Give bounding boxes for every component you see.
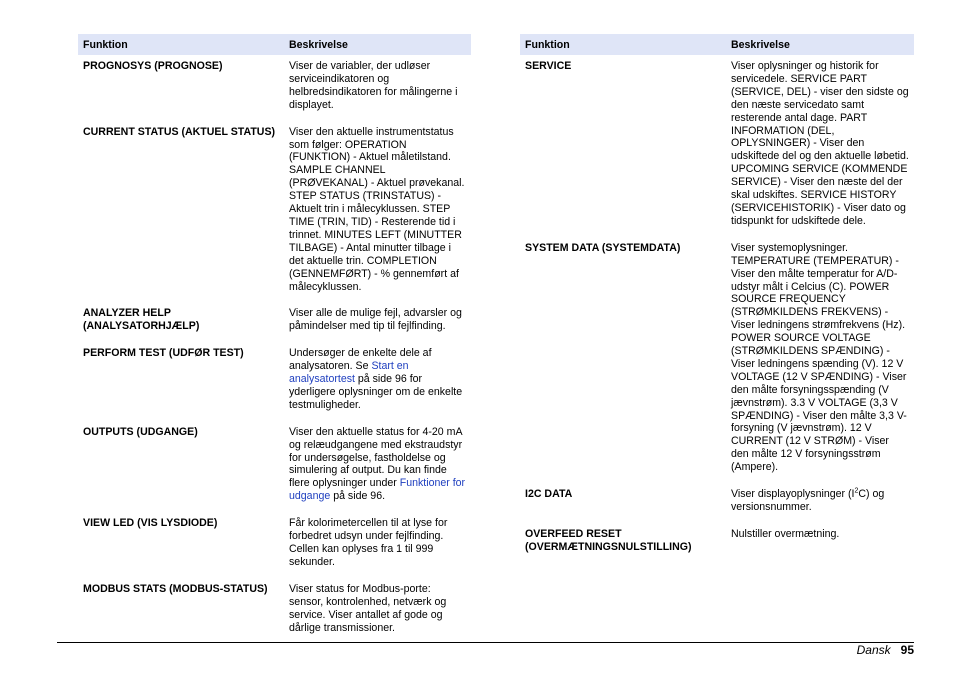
left-function-table (78, 34, 471, 643)
output-functions-link[interactable]: Funktioner for udgange (289, 477, 466, 503)
table-row (520, 55, 914, 237)
superscript: 2 (854, 487, 859, 495)
description-text: C) og versionsnummer. (731, 488, 885, 513)
function-description: Viser den aktuelle instrumentstatus som følger: OPERATION (FUNKTION) - Aktuel måletilstand. SAMPLE CHANNEL (PRØVEKANAL) - Aktuel prøvekanal. STEP STATUS (TRINSTATUS) - Aktuelt trin i målecyklussen. STEP TIME (TRIN, TID) - Resterende tid i trinnet. MINUTES LEFT (MINUTTER TILBAGE) - Antal minutter tilbage i det aktuelle trin. COMPLETION (GENNEMFØRT) - % gennemført af målecyklussen. (289, 125, 465, 293)
table-row (78, 302, 471, 342)
table-row (78, 121, 471, 303)
page-footer (857, 643, 914, 657)
function-description: Viser de variabler, der udløser serviceindikatoren og helbredsindikatoren for målingerne i displayet. (289, 60, 458, 111)
function-name: PROGNOSYS (PROGNOSE) (83, 60, 223, 72)
function-description (284, 342, 471, 421)
footer-divider (57, 642, 914, 643)
column-header-description: Beskrivelse (284, 34, 471, 55)
function-name: ANALYZER HELP (ANALYSATORHJÆLP) (83, 307, 200, 333)
function-name: OVERFEED RESET (OVERMÆTNINGSNULSTILLING) (525, 527, 692, 553)
column-header-function: Funktion (520, 34, 726, 55)
table-row (520, 237, 914, 483)
start-analyzer-test-link[interactable]: Start en analysatortest (289, 360, 409, 386)
function-name: PERFORM TEST (UDFØR TEST) (83, 347, 244, 360)
function-name: OUTPUTS (UDGANGE) (83, 425, 198, 438)
table-row (78, 421, 471, 512)
function-name: I2C DATA (525, 488, 573, 501)
column-header-description: Beskrivelse (726, 34, 914, 55)
function-description: Nulstiller overmætning. (731, 527, 840, 540)
function-description (726, 483, 914, 523)
function-description: Viser status for Modbus-porte: sensor, kontrolenhed, netværk og service. Viser antallet af gode og dårlige transmissioner. (289, 582, 447, 634)
right-function-table (520, 34, 914, 563)
description-text: på side 96 for yderligere oplysninger om de enkelte testmuligheder. (289, 373, 463, 411)
function-name: SYSTEM DATA (SYSTEMDATA) (525, 241, 681, 254)
function-name: VIEW LED (VIS LYSDIODE) (83, 517, 218, 530)
function-description: Viser oplysninger og historik for servicedele. SERVICE PART (SERVICE, DEL) - viser den sidste og den næste servicedato samt resterende antal dage. PART INFORMATION (DEL, OPLYSNINGER) - Viser den udskiftede del og den aktuelle løbetid. UPCOMING SERVICE (KOMMENDE SERVICE) - Viser den næste del der skal udskiftes. SERVICE HISTORY (SERVICEHISTORIK) - Viser dato og tidspunkt for udskiftede dele. (731, 60, 909, 227)
function-name: CURRENT STATUS (AKTUEL STATUS) (83, 125, 276, 138)
description-text: Undersøger de enkelte dele af analysatoren. Se (289, 347, 432, 373)
description-text: Viser displayoplysninger (I (731, 488, 855, 501)
column-header-function: Funktion (78, 34, 284, 55)
table-row (520, 483, 914, 523)
page-number: 95 (900, 643, 914, 657)
function-name: SERVICE (525, 60, 572, 72)
function-description: Får kolorimetercellen til at lyse for forbedret udsyn under fejlfinding. Cellen kan oplyses fra 1 til 999 sekunder. (289, 517, 448, 568)
table-row (78, 578, 471, 644)
function-description (284, 421, 471, 512)
table-header-row (78, 34, 471, 55)
function-description: Viser systemoplysninger. TEMPERATURE (TEMPERATUR) - Viser den målte temperatur for A/D-udstyr målt i Celcius (C). POWER SOURCE FREQUENCY (STRØMKILDENS FREKVENS) - Viser ledningens strømfrekvens (Hz). POWER SOURCE VOLTAGE (STRØMKILDENS SPÆNDING) - Viser ledningens spænding (V). 12 V VOLTAGE (12 V SPÆNDING) - Viser den målte forsyningsspænding (V jævnstrøm). 3.3 V VOLTAGE (3,3 V SPÆNDING) - Viser den målte 3,3 V-forsyning (V jævnstrøm). 12 V CURRENT (12 V STRØM) - Viser den målte 12 V forsyningsstrøm (Ampere). (731, 241, 907, 474)
table-row (78, 55, 471, 121)
function-name: MODBUS STATS (MODBUS-STATUS) (83, 582, 268, 595)
table-row (78, 342, 471, 421)
table-header-row (520, 34, 914, 55)
function-description: Viser alle de mulige fejl, advarsler og påmindelser med tip til fejlfinding. (289, 307, 462, 333)
table-row (520, 523, 914, 563)
table-row (78, 512, 471, 578)
footer-language: Dansk (856, 643, 891, 657)
description-text: på side 96. (330, 490, 386, 503)
description-text: Viser den aktuelle status for 4-20 mA og relæudgangene med ekstraudstyr for undersøgelse, fastholdelse og simulering af output. Du kan finde flere oplysninger under (289, 425, 463, 490)
